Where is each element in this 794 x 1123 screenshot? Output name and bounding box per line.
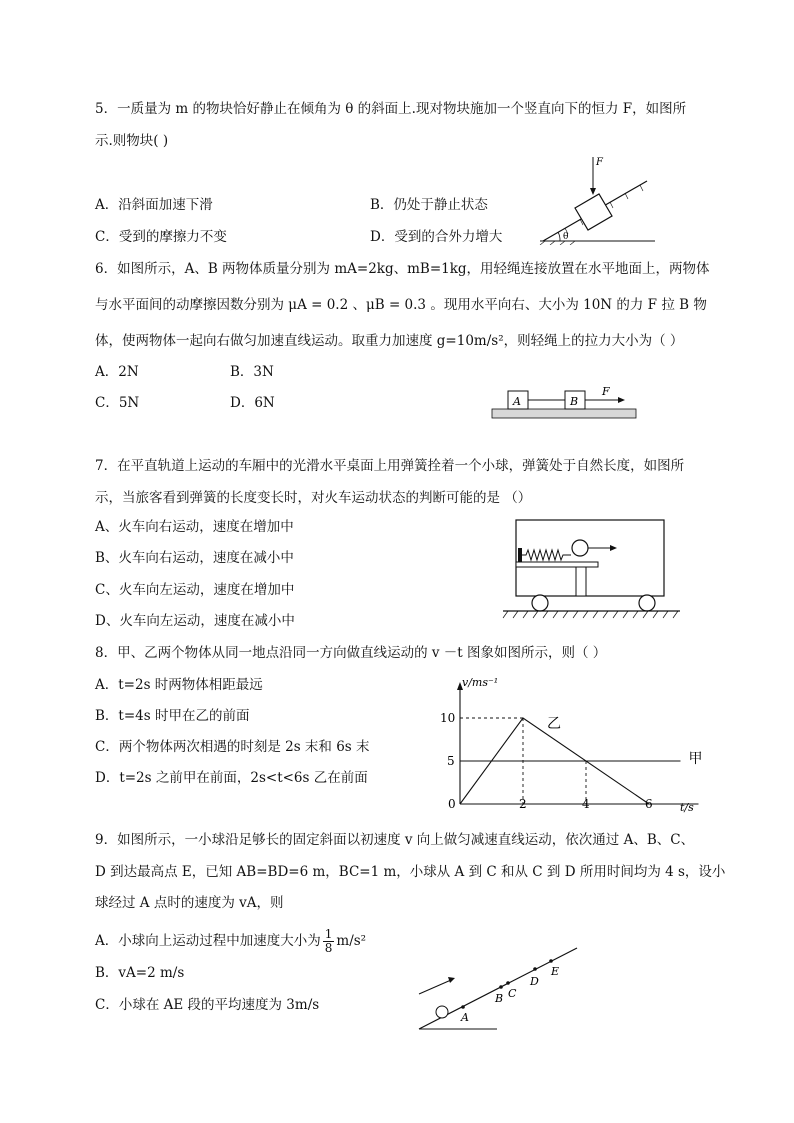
carriage <box>516 520 664 596</box>
q9-option-a-text: A．小球向上运动过程中加速度大小为 <box>95 933 321 949</box>
q9-stem-line3: 球经过 A 点时的速度为 vA，则 <box>95 895 284 911</box>
ground <box>492 409 636 418</box>
q7-option-d: D、火车向左运动，速度在减小中 <box>95 613 295 629</box>
vt-chart <box>438 672 703 817</box>
ball <box>436 1006 448 1018</box>
x-tick-6: 6 <box>645 797 653 811</box>
point-b <box>499 985 503 989</box>
q6-blocks-figure <box>490 382 640 420</box>
q5-option-c: C．受到的摩擦力不变 <box>95 229 227 245</box>
q8-option-b: B．t=4s 时甲在乙的前面 <box>95 708 250 724</box>
table-top <box>516 562 598 567</box>
point-d <box>533 967 537 971</box>
force-label: F <box>602 385 610 398</box>
q9-stem-line1: 9．如图所示，一小球沿足够长的固定斜面以初速度 v 向上做匀减速直线运动，依次通过 A、B、C、 <box>95 832 695 848</box>
fraction <box>323 928 335 955</box>
x-tick-4: 4 <box>582 797 590 811</box>
q6-stem-line3: 体，使两物体一起向右做匀加速直线运动。取重力加速度 g=10m/s²，则轻绳上的拉力大小为（ ） <box>95 333 684 349</box>
q6-stem-line2: 与水平面间的动摩擦因数分别为 μA = 0.2 、μB = 0.3 。现用水平向右、大小为 10N 的力 F 拉 B 物 <box>95 297 707 313</box>
angle-arc <box>558 232 560 241</box>
q7-train-figure <box>500 517 685 627</box>
q5-stem-line2: 示.则物块( ) <box>95 133 169 149</box>
q9-option-a-unit: m/s² <box>336 933 367 949</box>
point-a <box>461 1005 465 1009</box>
spring-anchor <box>518 548 522 562</box>
point-a-label: A <box>461 1011 469 1024</box>
q9-option-a <box>95 928 366 955</box>
series-label-1: 乙 <box>547 716 561 732</box>
ground-hatch <box>540 241 575 245</box>
ball <box>572 540 588 556</box>
y-tick-5: 5 <box>447 754 455 768</box>
q8-stem: 8．甲、乙两个物体从同一地点沿同一方向做直线运动的 v －t 图象如图所示，则（ ） <box>95 645 607 661</box>
point-e-label: E <box>551 965 560 978</box>
point-e <box>549 959 553 963</box>
q9-stem-line2: D 到达最高点 E，已知 AB=BD=6 m，BC=1 m，小球从 A 到 C 和从 C 到 D 所用时间均为 4 s，设小 <box>95 864 726 880</box>
y-tick-10: 10 <box>440 711 456 725</box>
angle-label: θ <box>563 232 569 242</box>
q5-incline-figure <box>535 155 660 245</box>
q7-option-a: A、火车向右运动，速度在增加中 <box>95 519 294 535</box>
q7-option-c: C、火车向左运动，速度在增加中 <box>95 582 295 598</box>
q6-option-a: A．2N <box>95 364 139 380</box>
q7-stem-line2: 示，当旅客看到弹簧的长度变长时，对火车运动状态的判断可能的是 （） <box>95 490 532 506</box>
block-b-label: B <box>570 395 579 408</box>
q6-option-d: D．6N <box>230 395 275 411</box>
origin-label: 0 <box>448 797 456 811</box>
block-a-label: A <box>513 395 521 408</box>
y-axis-label: v/ms⁻¹ <box>462 676 499 689</box>
table-leg <box>576 567 586 596</box>
q9-incline-figure <box>415 945 580 1035</box>
q6-stem-line1: 6．如图所示，A、B 两物体质量分别为 mA=2kg、mB=1kg，用轻绳连接放置在水平地面上，两物体 <box>95 261 710 277</box>
q5-option-d: D．受到的合外力增大 <box>370 229 503 245</box>
q8-option-d: D．t=2s 之前甲在前面，2s<t<6s 乙在前面 <box>95 770 368 786</box>
point-c <box>506 981 510 985</box>
x-tick-2: 2 <box>519 797 527 811</box>
wheel-right <box>639 595 655 611</box>
fraction-numerator: 1 <box>324 927 333 941</box>
velocity-arrow <box>419 980 451 994</box>
q7-stem-line1: 7．在平直轨道上运动的车厢中的光滑水平桌面上用弹簧拴着一个小球，弹簧处于自然长度，如图所 <box>95 458 685 474</box>
fraction-denominator: 8 <box>324 941 333 955</box>
force-label: F <box>596 157 603 168</box>
wheel-left <box>532 595 548 611</box>
track-hatch <box>503 611 678 618</box>
series-label-0: 甲 <box>688 751 703 767</box>
q5-option-b: B．仍处于静止状态 <box>370 197 488 213</box>
q6-option-b: B．3N <box>230 364 274 380</box>
q9-option-c: C．小球在 AE 段的平均速度为 3m/s <box>95 997 320 1013</box>
q9-option-b: B．vA=2 m/s <box>95 965 185 981</box>
point-c-label: C <box>508 987 517 1000</box>
q5-option-a: A．沿斜面加速下滑 <box>95 197 213 213</box>
q8-option-a: A．t=2s 时两物体相距最远 <box>95 677 263 693</box>
q7-option-b: B、火车向右运动，速度在减小中 <box>95 550 294 566</box>
point-d-label: D <box>530 975 539 988</box>
q6-option-c: C．5N <box>95 395 140 411</box>
x-axis-label: t/s <box>680 801 694 814</box>
q8-option-c: C．两个物体两次相遇的时刻是 2s 末和 6s 末 <box>95 739 370 755</box>
q5-stem-line1: 5．一质量为 m 的物块恰好静止在倾角为 θ 的斜面上.现对物块施加一个竖直向下的恒力 F，如图所 <box>95 101 687 117</box>
point-b-label: B <box>495 992 504 1005</box>
block <box>575 194 612 230</box>
